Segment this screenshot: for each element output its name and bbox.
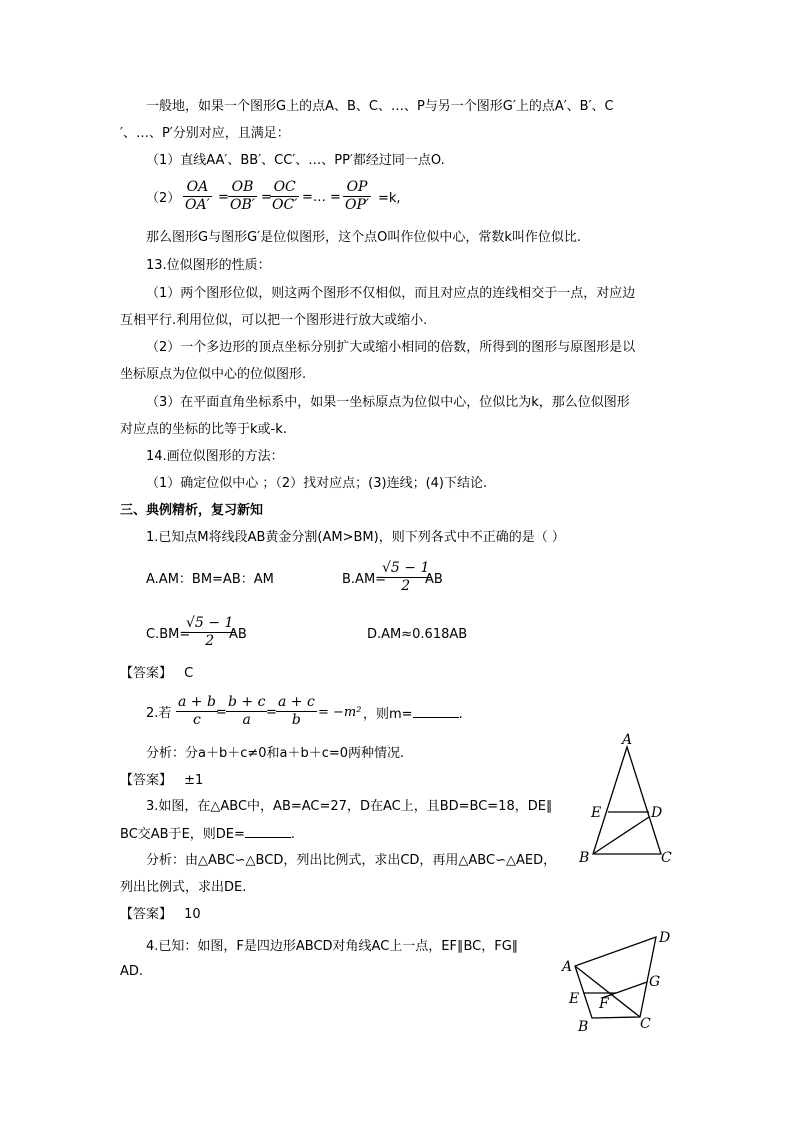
fraction-numerator: √5 − 1 bbox=[382, 560, 430, 576]
fraction-numerator: b + c bbox=[228, 694, 266, 710]
question-3-answer bbox=[120, 908, 201, 921]
fraction-denominator: 2 bbox=[401, 578, 411, 594]
triangle-figure bbox=[575, 730, 685, 870]
label-d: D bbox=[651, 805, 663, 821]
fraction-denominator: OB′ bbox=[230, 197, 255, 213]
label-d: D bbox=[659, 930, 671, 946]
question-3-line-1: 3.如图，在△ABC中，AB=AC=27，D在AC上，且BD=BC=18，DE∥ bbox=[146, 799, 553, 814]
label-c: C bbox=[640, 1016, 651, 1032]
property-3-line-2: 对应点的坐标的比等于k或-k. bbox=[120, 422, 287, 437]
question-1-answer bbox=[120, 667, 193, 680]
label-f: F bbox=[599, 996, 609, 1012]
fraction-a-plus-c-over-b bbox=[276, 694, 317, 729]
fraction-numerator: OA bbox=[183, 179, 212, 197]
question-2-answer bbox=[120, 774, 203, 787]
option-d: D.AM≈0.618AB bbox=[367, 627, 468, 642]
label-b: B bbox=[579, 850, 590, 866]
property-1-line-2: 互相平行.利用位似，可以把一个图形进行放大或缩小. bbox=[120, 313, 428, 328]
fraction-denominator: OC′ bbox=[272, 197, 298, 213]
equals-sign: = bbox=[218, 190, 229, 205]
answer-value: C bbox=[184, 666, 194, 681]
section-13-title: 13.位似图形的性质： bbox=[146, 258, 271, 273]
property-1-line-1: （1）两个图形位似，则这两个图形不仅相似，而且对应点的连线相交于一点，对应边 bbox=[146, 286, 636, 301]
condition-1: （1）直线AA′、BB′、CC′、…、PP′都经过同一点O. bbox=[146, 153, 445, 168]
fraction-oc bbox=[270, 179, 299, 214]
negative-m-squared: = −m² bbox=[318, 705, 362, 720]
answer-blank bbox=[245, 827, 291, 838]
fraction-oa bbox=[183, 179, 212, 214]
fraction-b-plus-c-over-a bbox=[226, 694, 267, 729]
condition-2-prefix: （2） bbox=[146, 191, 181, 206]
option-b-prefix: B.AM= bbox=[342, 572, 387, 587]
question-2-analysis: 分析：分a＋b＋c≠0和a＋b＋c=0两种情况. bbox=[146, 746, 405, 761]
fraction-numerator: √5 − 1 bbox=[186, 615, 234, 631]
question-3-line-2-text: BC交AB于E，则DE= bbox=[120, 827, 245, 842]
quadrilateral-abcd bbox=[575, 937, 656, 1018]
question-3-line-2 bbox=[120, 827, 295, 841]
section-14-title: 14.画位似图形的方法： bbox=[146, 449, 284, 464]
segment-bd bbox=[593, 817, 649, 854]
fraction-numerator: OP bbox=[343, 179, 371, 197]
fraction-denominator: b bbox=[291, 712, 301, 728]
option-b-suffix: AB bbox=[425, 572, 443, 587]
fraction-numerator: OC bbox=[270, 179, 299, 197]
ellipsis-equals: =… = bbox=[302, 190, 341, 205]
quadrilateral-figure bbox=[558, 922, 688, 1038]
label-g: G bbox=[649, 974, 661, 990]
question-4-line-1: 4.已知：如图，F是四边形ABCD对角线AC上一点，EF∥BC，FG∥ bbox=[146, 939, 519, 954]
question-2-suffix-text: ，则m= bbox=[363, 707, 413, 722]
fraction-denominator: 2 bbox=[205, 633, 215, 649]
fraction-ob bbox=[228, 179, 257, 214]
label-b: B bbox=[578, 1019, 589, 1035]
fraction-a-plus-b-over-c bbox=[176, 694, 218, 729]
fraction-denominator: c bbox=[193, 712, 201, 728]
equals-sign: = bbox=[261, 190, 272, 205]
question-1-stem: 1.已知点M将线段AB黄金分割(AM>BM)，则下列各式中不正确的是（ ） bbox=[146, 530, 565, 545]
question-2-prefix: 2.若 bbox=[146, 706, 172, 721]
question-2-suffix bbox=[363, 707, 463, 721]
condition-2-suffix: =k, bbox=[378, 191, 401, 206]
fraction-denominator: OP′ bbox=[345, 197, 370, 213]
equals-sign: = bbox=[266, 705, 277, 720]
option-a: A.AM：BM=AB：AM bbox=[146, 572, 274, 587]
fraction-numerator: OB bbox=[228, 179, 257, 197]
intro-line-2: ′、…、P′分别对应，且满足： bbox=[120, 126, 290, 141]
answer-value: ±1 bbox=[184, 773, 204, 788]
property-2-line-2: 坐标原点为位似中心的位似图形. bbox=[120, 367, 307, 382]
golden-ratio-fraction bbox=[184, 615, 235, 650]
fraction-numerator: a + b bbox=[178, 694, 216, 710]
fraction-denominator: OA′ bbox=[185, 197, 210, 213]
fraction-denominator: a bbox=[242, 712, 251, 728]
label-c: C bbox=[661, 850, 672, 866]
question-3-analysis-1: 分析：由△ABC∽△BCD，列出比例式，求出CD，再用△ABC∽△AED， bbox=[146, 853, 557, 868]
drawing-steps: （1）确定位似中心 ；（2）找对应点；(3)连线；(4)下结论. bbox=[146, 476, 488, 491]
section-3-title: 三、典例精析，复习新知 bbox=[120, 503, 264, 518]
label-e: E bbox=[569, 991, 580, 1007]
golden-ratio-fraction bbox=[380, 560, 431, 595]
fraction-numerator: a + c bbox=[278, 694, 315, 710]
answer-label: 【答案】 bbox=[120, 773, 173, 788]
label-a: A bbox=[622, 732, 633, 748]
period: . bbox=[290, 827, 296, 842]
question-3-analysis-2: 列出比例式，求出DE. bbox=[120, 880, 247, 895]
triangle-abc bbox=[593, 747, 661, 854]
property-2-line-1: （2）一个多边形的顶点坐标分别扩大或缩小相同的倍数，所得到的图形与原图形是以 bbox=[146, 340, 636, 355]
conclusion: 那么图形G与图形G′是位似图形，这个点O叫作位似中心，常数k叫作位似比. bbox=[146, 230, 581, 245]
equals-sign: = bbox=[216, 705, 227, 720]
answer-label: 【答案】 bbox=[120, 666, 173, 681]
option-c-prefix: C.BM= bbox=[146, 627, 191, 642]
answer-label: 【答案】 bbox=[120, 907, 173, 922]
label-a: A bbox=[562, 959, 573, 975]
segment-fg bbox=[602, 982, 647, 998]
fraction-op bbox=[343, 179, 371, 214]
answer-blank bbox=[413, 707, 459, 718]
period: . bbox=[458, 707, 463, 722]
answer-value: 10 bbox=[184, 907, 201, 922]
property-3-line-1: （3）在平面直角坐标系中，如果一坐标原点为位似中心，位似比为k，那么位似图形 bbox=[146, 395, 630, 410]
option-c-suffix: AB bbox=[229, 627, 247, 642]
intro-line-1: 一般地，如果一个图形G上的点A、B、C、…、P与另一个图形G′上的点A′、B′、C bbox=[146, 99, 614, 114]
label-e: E bbox=[591, 805, 602, 821]
question-4-line-2: AD. bbox=[120, 964, 144, 979]
